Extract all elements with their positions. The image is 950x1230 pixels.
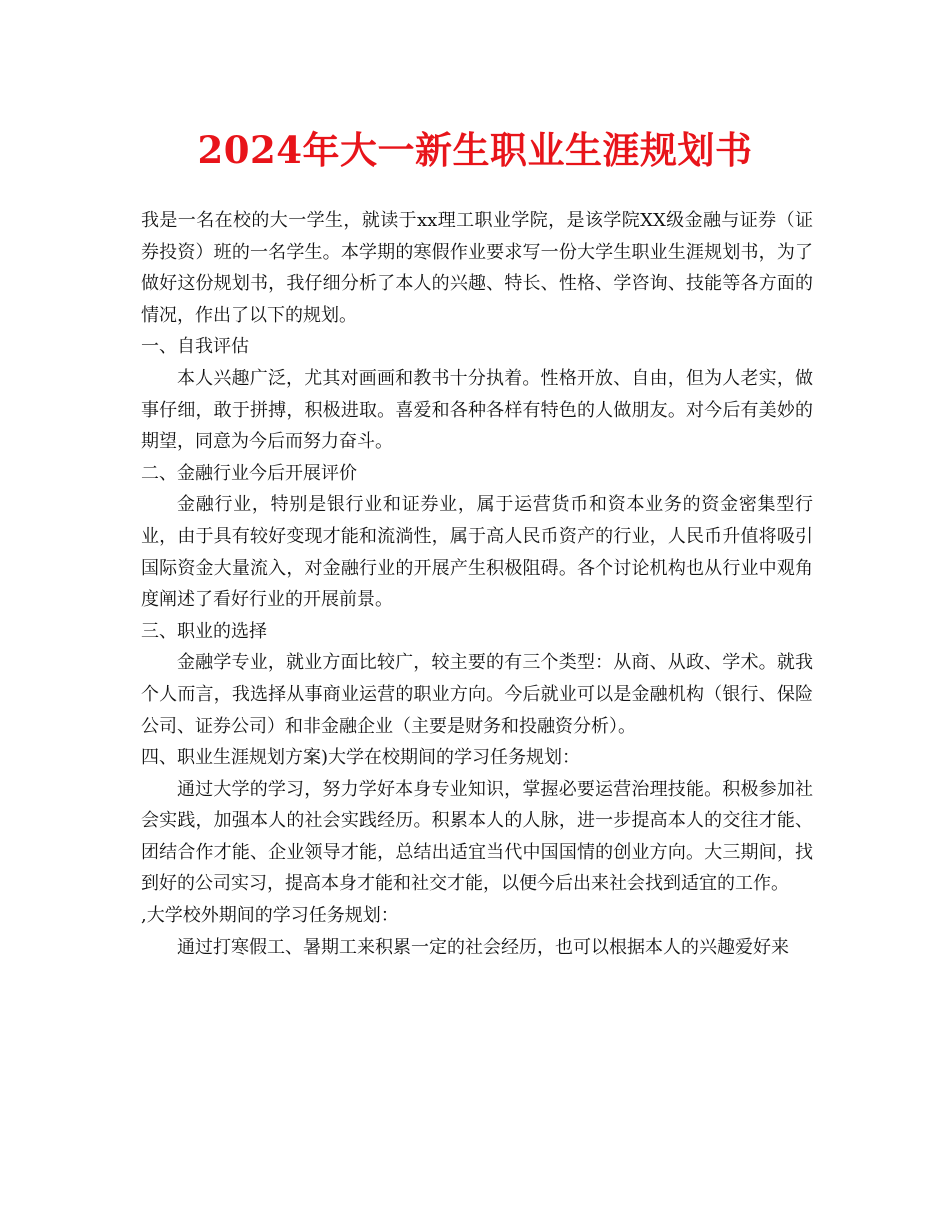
off-campus-plan-paragraph: 通过打寒假工、暑期工来积累一定的社会经历，也可以根据本人的兴趣爱好来 bbox=[177, 936, 789, 958]
career-choice-paragraph: 金融学专业，就业方面比较广，较主要的有三个类型：从商、从政、学术。就我个人而言，我选择从事商业运营的职业方向。今后就业可以是金融机构（银行、保险公司、证券公司）和非金融企业（主要是财务和投融资分析）。 bbox=[141, 652, 813, 737]
section-heading-off-campus-plan: ,大学校外期间的学习任务规划： bbox=[141, 905, 399, 927]
section-heading-self-assessment: 一、自我评估 bbox=[141, 336, 249, 358]
section-heading-industry-evaluation: 二、金融行业今后开展评价 bbox=[141, 462, 357, 484]
in-school-plan-paragraph: 通过大学的学习，努力学好本身专业知识，掌握必要运营治理技能。积极参加社会实践，加强本人的社会实践经历。积累本人的人脉，进一步提高本人的交往才能、团结合作才能、企业领导才能，总结出适宜当代中国国情的创业方向。大三期间，找到好的公司实习，提高本身才能和社交才能，以便今后出来社会找到适宜的工作。 bbox=[141, 778, 813, 895]
intro-paragraph: 我是一名在校的大一学生，就读于xx理工职业学院，是该学院XX级金融与证券（证券投资）班的一名学生。本学期的寒假作业要求写一份大学生职业生涯规划书，为了做好这份规划书，我仔细分析了本人的兴趣、特长、性格、学咨询、技能等各方面的情况，作出了以下的规划。 bbox=[141, 210, 813, 326]
document-body bbox=[141, 205, 813, 963]
document-title: 2024年大一新生职业生涯规划书 bbox=[197, 128, 753, 172]
industry-evaluation-paragraph: 金融行业，特别是银行业和证券业，属于运营货币和资本业务的资金密集型行业，由于具有较好变现才能和流淌性，属于高人民币资产的行业，人民币升值将吸引国际资金大量流入，对金融行业的开展产生积极阻碍。各个讨论机构也从行业中观角度阐述了看好行业的开展前景。 bbox=[141, 494, 813, 611]
section-heading-career-plan: 四、职业生涯规划方案)大学在校期间的学习任务规划： bbox=[141, 747, 581, 769]
self-assessment-paragraph: 本人兴趣广泛，尤其对画画和教书十分执着。性格开放、自由，但为人老实，做事仔细，敢于拼搏，积极进取。喜爱和各种各样有特色的人做朋友。对今后有美妙的期望，同意为今后而努力奋斗。 bbox=[141, 367, 813, 453]
section-heading-career-choice: 三、职业的选择 bbox=[141, 620, 267, 642]
